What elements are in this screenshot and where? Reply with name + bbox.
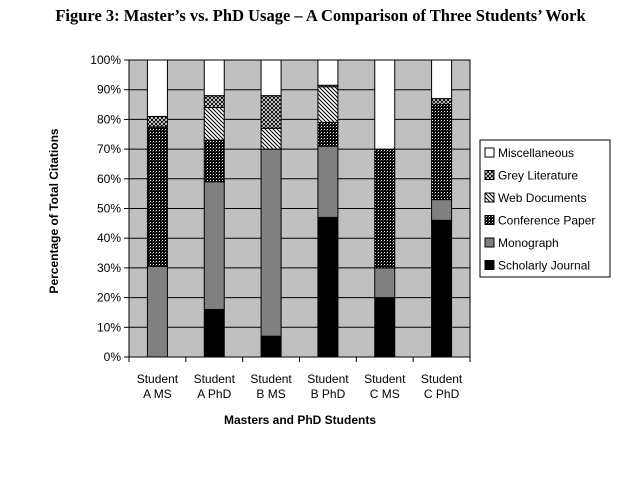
chart-title: Figure 3: Master’s vs. PhD Usage – A Comparison of Three Students’ Work	[55, 6, 586, 25]
bar-segment-scholarly-journal	[204, 309, 224, 357]
y-tick-label: 50%	[96, 201, 121, 216]
legend-swatch-monograph	[485, 238, 494, 247]
legend-label-web-documents: Web Documents	[498, 191, 587, 205]
bar-segment-scholarly-journal	[261, 336, 281, 357]
x-tick-label: Student B PhD	[307, 372, 349, 401]
bar-segment-monograph	[261, 149, 281, 336]
bar-segment-grey-literature	[432, 99, 452, 105]
bar-segment-conference-paper	[147, 127, 167, 267]
bar-segment-conference-paper	[204, 140, 224, 182]
legend-swatch-grey-literature	[485, 171, 494, 180]
legend	[480, 140, 610, 277]
bar-segment-grey-literature	[204, 96, 224, 108]
bar-segment-grey-literature	[147, 116, 167, 126]
legend-box	[480, 140, 610, 277]
bar-segment-scholarly-journal	[318, 217, 338, 357]
bar-segment-monograph	[375, 268, 395, 298]
bar-segment-web-documents	[261, 128, 281, 149]
y-tick-label: 60%	[96, 171, 121, 186]
bar-segment-monograph	[432, 200, 452, 221]
legend-swatch-scholarly-journal	[485, 261, 494, 270]
x-tick-label: Student C MS	[364, 372, 406, 401]
legend-label-scholarly-journal: Scholarly Journal	[498, 258, 591, 273]
bar-segment-miscellaneous	[147, 60, 167, 116]
bar-segment-monograph	[318, 146, 338, 217]
bar-segment-miscellaneous	[318, 60, 338, 85]
y-tick-label: 20%	[96, 290, 121, 305]
x-tick-label: Student A MS	[136, 372, 179, 401]
legend-label-grey-literature: Grey Literature	[498, 168, 579, 183]
y-tick-label: 100%	[90, 53, 121, 67]
y-axis-label: Percentage of Total Citations	[47, 128, 61, 294]
legend-label-conference-paper: Conference Paper	[498, 213, 596, 228]
legend-swatch-web-documents	[485, 193, 494, 202]
y-tick-label: 80%	[96, 112, 121, 127]
y-tick-label: 10%	[96, 320, 121, 335]
bar-segment-miscellaneous	[204, 60, 224, 96]
bar-segment-web-documents	[318, 87, 338, 123]
bar-segment-web-documents	[204, 108, 224, 141]
legend-label-monograph: Monograph	[498, 236, 559, 250]
bar-segment-scholarly-journal	[375, 298, 395, 357]
bar-segment-conference-paper	[432, 105, 452, 200]
x-axis-label: Masters and PhD Students	[223, 413, 377, 427]
legend-swatch-miscellaneous	[485, 148, 494, 157]
bar-segment-monograph	[147, 266, 167, 357]
x-tick-label: Student B MS	[250, 372, 292, 401]
plot-area	[47, 53, 470, 427]
bar-segment-conference-paper	[318, 122, 338, 146]
legend-swatch-conference-paper	[485, 216, 494, 225]
bar-segment-miscellaneous	[261, 60, 281, 96]
x-tick-label: Student C PhD	[420, 372, 463, 401]
bar-segment-grey-literature	[261, 96, 281, 129]
bar-segment-scholarly-journal	[432, 220, 452, 357]
bar-segment-miscellaneous	[432, 60, 452, 99]
y-tick-label: 70%	[96, 142, 121, 157]
y-tick-label: 40%	[96, 231, 121, 246]
y-tick-label: 90%	[96, 82, 121, 97]
y-tick-label: 30%	[96, 260, 121, 275]
x-tick-label: Student A PhD	[193, 372, 235, 401]
bar-segment-miscellaneous	[375, 60, 395, 149]
y-tick-label: 0%	[103, 350, 121, 364]
legend-label-miscellaneous: Miscellaneous	[498, 146, 575, 160]
bar-segment-conference-paper	[375, 149, 395, 268]
bar-segment-monograph	[204, 182, 224, 310]
